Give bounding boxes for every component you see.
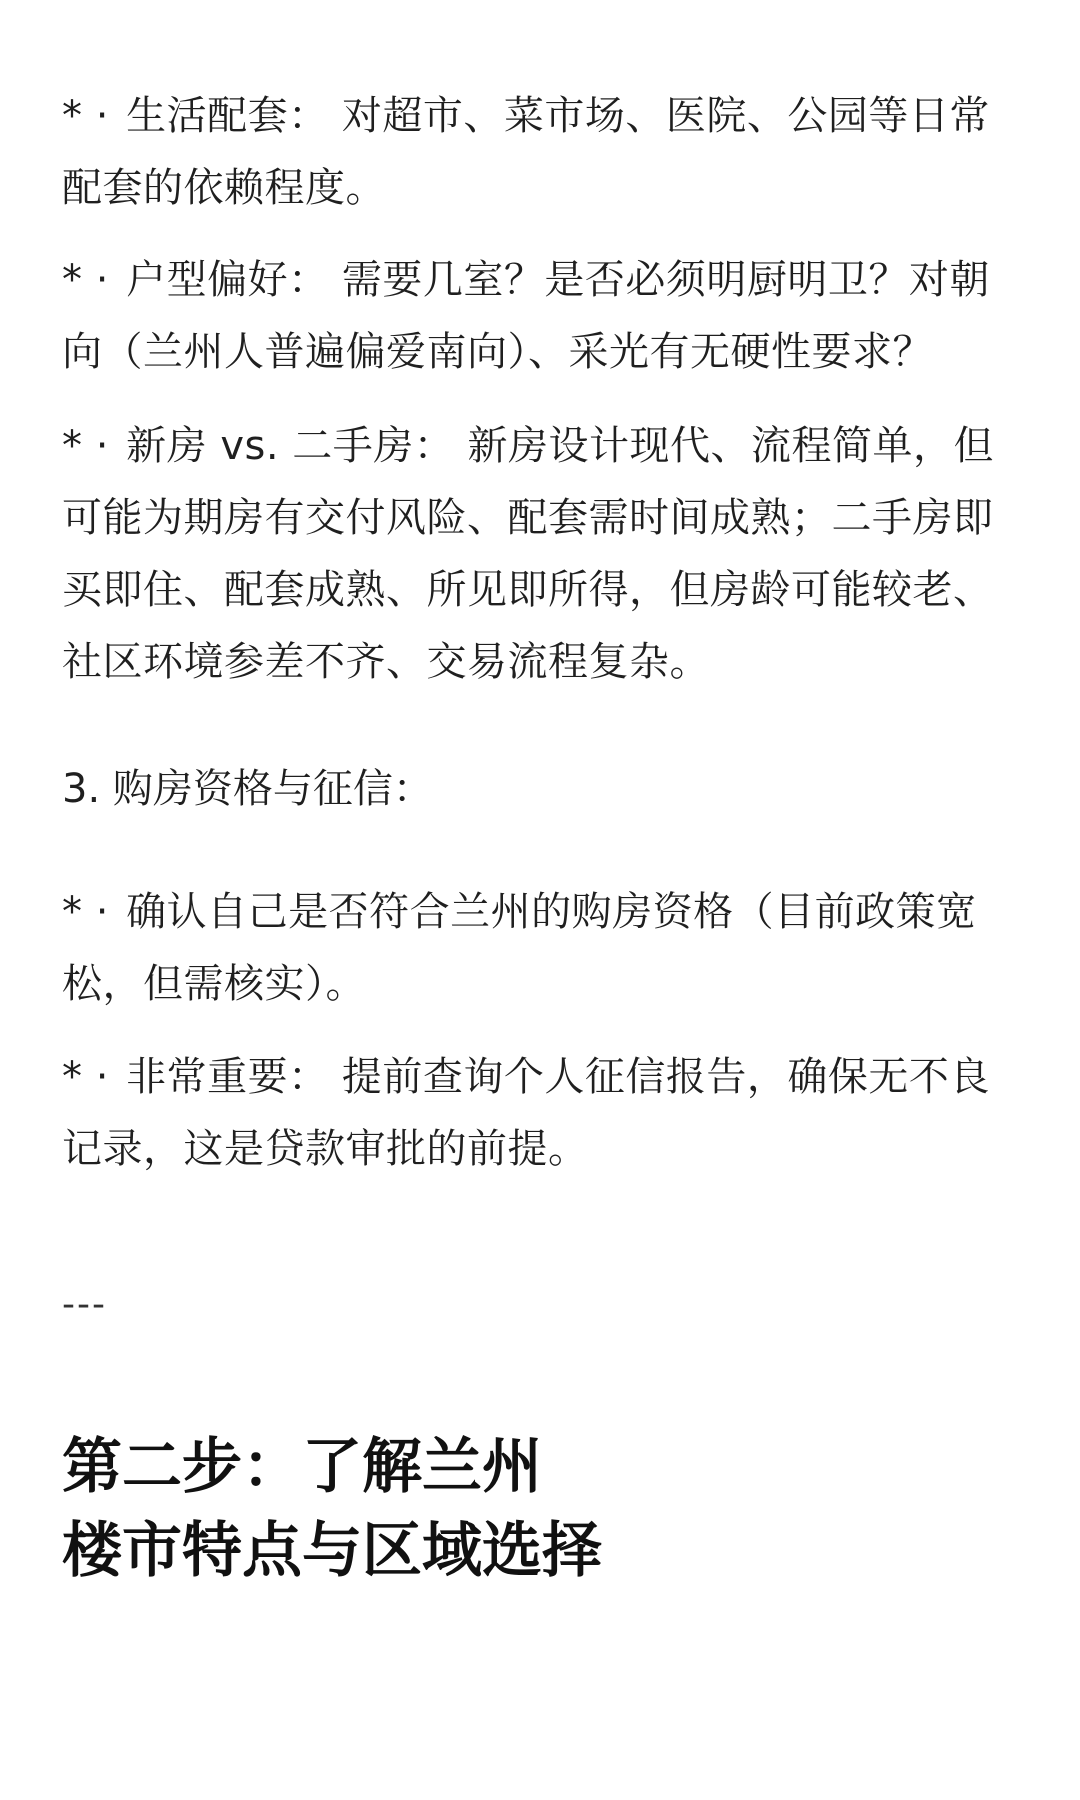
bullet-new-vs-resale [62,410,1022,698]
bullet-marker: * · [62,889,109,935]
bullet-text: 确认自己是否符合兰州的购房资格（目前政策宽松，但需核实）。 [62,889,977,1007]
bullet-text: 提前查询个人征信报告，确保无不良记录，这是贷款审批的前提。 [62,1054,990,1172]
bullet-credit-report [62,1041,1022,1185]
bullet-marker: * · [62,423,109,469]
section-heading [62,1425,962,1593]
horizontal-divider: --- [62,1284,107,1325]
bullet-marker: * · [62,1054,109,1100]
bullet-text: 对超市、菜市场、医院、公园等日常配套的依赖程度。 [62,93,990,211]
section-3-label: 3. 购房资格与征信： [62,766,433,812]
bullet-label: 非常重要： [126,1054,329,1100]
bullet-purchase-eligibility [62,876,1022,1020]
heading-line-1: 第二步：了解兰州 [62,1432,542,1502]
bullet-text: 新房设计现代、流程简单，但可能为期房有交付风险、配套需时间成熟；二手房即买即住、配套成熟、所见即所得，但房龄可能较老、社区环境参差不齐、交易流程复杂。 [62,423,995,685]
bullet-label: 生活配套： [126,93,329,139]
bullet-text: 需要几室？是否必须明厨明卫？对朝向（兰州人普遍偏爱南向）、采光有无硬性要求？ [62,257,990,375]
bullet-marker: * · [62,93,109,139]
heading-line-2: 楼市特点与区域选择 [62,1516,602,1586]
bullet-label: 新房 vs. 二手房： [126,423,455,469]
bullet-label: 户型偏好： [126,257,329,303]
bullet-layout-preference [62,244,1022,388]
bullet-living-amenities [62,80,1022,224]
bullet-marker: * · [62,257,109,303]
